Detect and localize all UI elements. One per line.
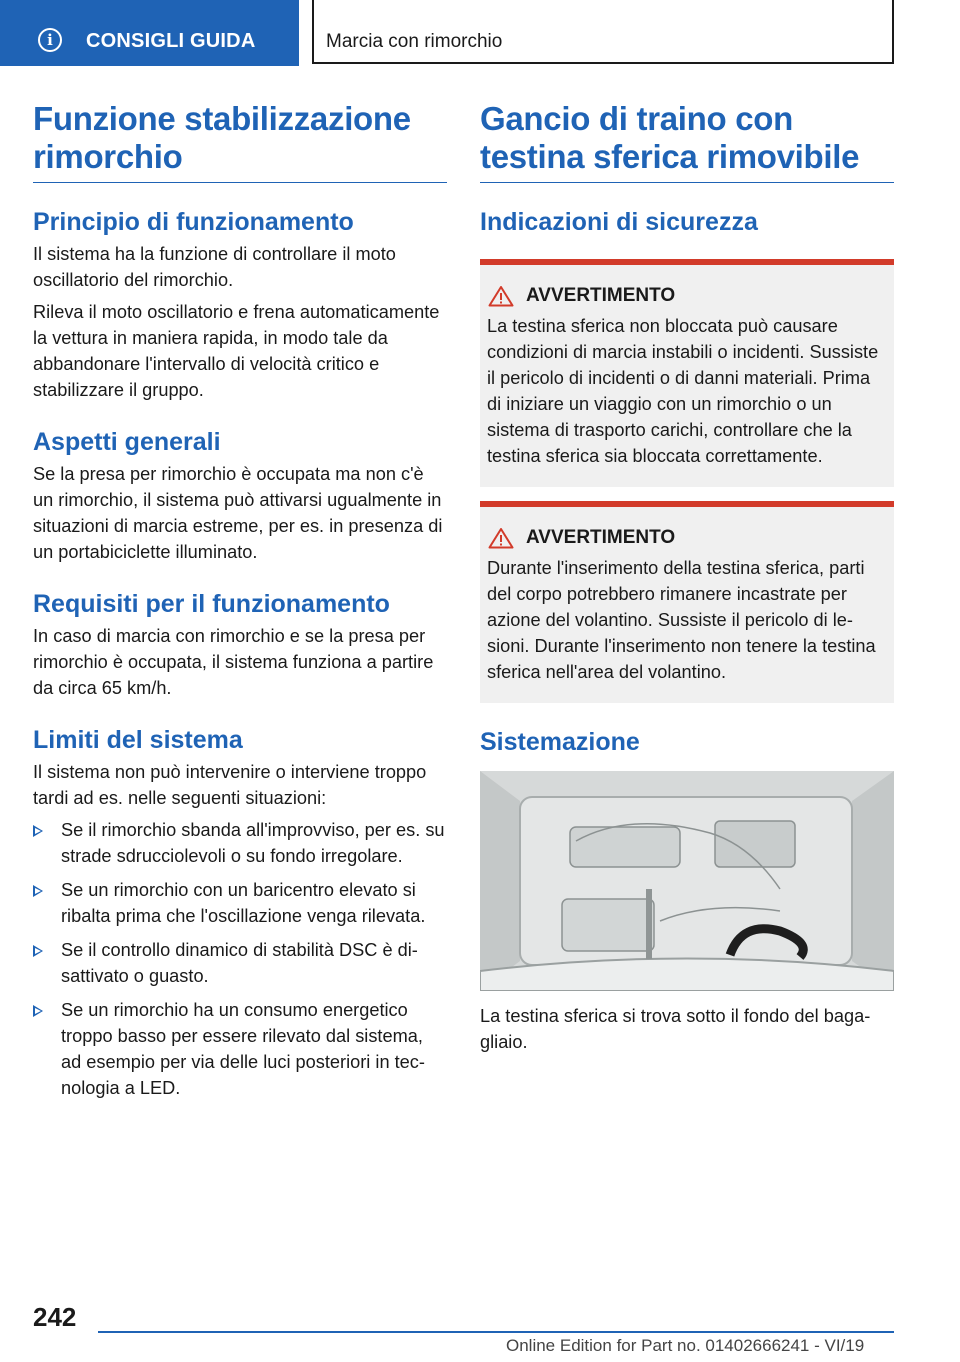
figure-caption: La testina sferica si trova sotto il fondo del bagagliaio. [480, 1006, 871, 1052]
subheading-safety: Indicazioni di sicurezza [480, 208, 758, 236]
paragraph: Il sistema non può intervenire o interviene troppo tardi ad es. nelle seguenti situazioni: [33, 762, 427, 808]
section-title: Gancio di traino con testina sferica rimovibile [480, 100, 894, 183]
triangle-bullet-icon [33, 1005, 43, 1017]
paragraph: In caso di marcia con rimorchio e se la presa per rimorchio è occupata, il sistema funziona a partire da circa 65 km/h. [33, 626, 434, 698]
left-column [33, 100, 447, 1109]
right-column [480, 100, 894, 1061]
triangle-bullet-icon [33, 885, 43, 897]
section-tab-label: CONSIGLI GUIDA [86, 30, 256, 52]
warning-text: La testina sferica non bloccata può causare condizioni di marcia instabili o incidenti. Sussiste il pericolo di incidenti o di danni materiali. Prima di iniziare un viaggio con un rimorchio o un sistema di trasporto carichi, controllare che la testina sferica sia bloccata correttamente. [487, 316, 879, 466]
breadcrumb: Marcia con rimorchio [326, 31, 503, 52]
subheading-requirements: Requisiti per il funzionamento [33, 590, 390, 618]
warning-title: AVVERTIMENTO [487, 527, 887, 549]
list-item: Se il controllo dinamico di stabilità DSC è disattivato o guasto. [33, 937, 447, 989]
subheading-limits: Limiti del sistema [33, 726, 243, 754]
footer-rule [98, 1331, 894, 1333]
warning-triangle-icon [488, 527, 514, 549]
triangle-bullet-icon [33, 825, 43, 837]
warning-box [480, 259, 894, 487]
bullet-list [33, 817, 447, 1101]
section-tab[interactable] [0, 0, 299, 66]
list-item: Se un rimorchio con un baricentro elevato si ribalta prima che l'oscillazione venga rilevata. [33, 877, 447, 929]
paragraph: Il sistema ha la funzione di controllare il moto oscillatorio del rimorchio. [33, 244, 396, 290]
paragraph: Se la presa per rimorchio è occupata ma non c'è un rimorchio, il sistema può attivarsi ugualmente in situazioni di marcia estreme, per es. in presenza di un portabiciclette illuminato. [33, 464, 443, 562]
trunk-illustration [480, 771, 894, 991]
warning-box [480, 501, 894, 703]
subheading-storage: Sistemazione [480, 728, 640, 756]
triangle-bullet-icon [33, 945, 43, 957]
list-item: Se il rimorchio sbanda all'improvviso, per es. su strade sdrucciolevoli o su fondo irregolare. [33, 817, 447, 869]
page-number: 242 [33, 1302, 77, 1332]
warning-triangle-icon [488, 285, 514, 307]
trunk-compartment-figure [480, 771, 894, 991]
footer-edition: Online Edition for Part no. 01402666241 - VI/19 [506, 1336, 865, 1355]
subheading-general: Aspetti generali [33, 428, 221, 456]
info-icon: i [38, 28, 62, 52]
section-title: Funzione stabilizzazione rimorchio [33, 100, 447, 183]
list-item: Se un rimorchio ha un consumo energetico troppo basso per essere rilevato dal sistema, ad esempio per via delle luci posteriori in tecnologia a LED. [33, 997, 447, 1101]
warning-text: Durante l'inserimento della testina sferica, parti del corpo potrebbero rimanere incastrate per azione del volantino. Sussiste il pericolo di lesioni. Durante l'inserimento non tenere la testina sferica nell'area del volantino. [487, 558, 876, 682]
paragraph: Rileva il moto oscillatorio e frena automaticamente la vettura in maniera rapida, in modo tale da abbandonare l'intervallo di velocità critico e stabilizzare il gruppo. [33, 302, 440, 400]
subheading-principle: Principio di funzionamento [33, 208, 354, 236]
warning-title: AVVERTIMENTO [487, 285, 887, 307]
